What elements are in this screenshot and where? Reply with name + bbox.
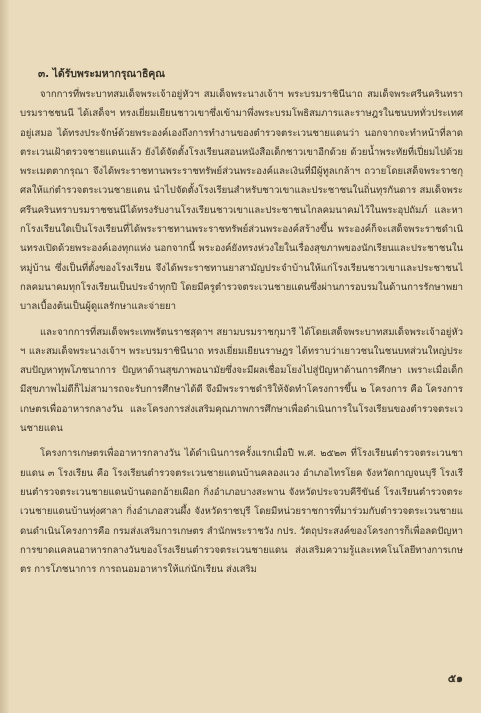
body-text	[20, 64, 463, 585]
page-edge-shadow	[0, 0, 10, 713]
paragraph-royal-patronage: จากการที่พระบาทสมเด็จพระเจ้าอยู่หัวฯ สมเด็จพระนางเจ้าฯ พระบรมราชินีนาถ สมเด็จพระศรีนครินทราบรมราชชนนี ได้เสด็จฯ ทรงเยี่ยมเยียนชาวเขาซึ่งเข้ามาพึ่งพระบรมโพธิสมภารและราษฎรในชนบททั่วประเทศอยู่เสมอ ได้ทรงประจักษ์ด้วยพระองค์เองถึงการทำงานของตำรวจตระเวนชายแดนว่า นอกจากจะทำหน้าที่ลาดตระเวนเฝ้าตรวจชายแดนแล้ว ยังได้จัดตั้งโรงเรียนสอนหนังสือเด็กชาวเขาอีกด้วย ด้วยน้ำพระทัยที่เปี่ยมไปด้วยพระเมตตากรุณา จึงได้พระราชทานพระราชทรัพย์ส่วนพระองค์และเงินที่มีผู้ทูลเกล้าฯ ถวายโดยเสด็จพระราชกุศลให้แก่ตำรวจตระเวนชายแดน นำไปจัดตั้งโรงเรียนสำหรับชาวเขาและประชาชนในถิ่นทุรกันดาร สมเด็จพระศรีนครินทราบรมราชชนนีได้ทรงรับงานโรงเรียนชาวเขาและประชาชนไกลคมนาคมไว้ในพระอุปถัมภ์ และหากโรงเรียนใดเป็นโรงเรียนที่ได้พระราชทานพระราชทรัพย์ส่วนพระองค์สร้างขึ้น พระองค์ก็จะเสด็จพระราชดำเนินทรงเปิดด้วยพระองค์เองทุกแห่ง นอกจากนี้ พระองค์ยังทรงห่วงใยในเรื่องสุขภาพของนักเรียนและประชาชนในหมู่บ้าน ซึ่งเป็นที่ตั้งของโรงเรียน จึงได้พระราชทานยาสามัญประจำบ้านให้แก่โรงเรียนชาวเขาและประชาชนไกลคมนาคมทุกโรงเรียนเป็นประจำทุกปี โดยมีครูตำรวจตระเวนชายแดนซึ่งผ่านการอบรมในด้านการรักษาพยาบาลเบื้องต้นเป็นผู้ดูแลรักษาและจ่ายยา	[20, 89, 463, 313]
paragraph-princess-projects: และจากการที่สมเด็จพระเทพรัตนราชสุดาฯ สยามบรมราชกุมารี ได้โดยเสด็จพระบาทสมเด็จพระเจ้าอยู่หัวฯ และสมเด็จพระนางเจ้าฯ พระบรมราชินีนาถ ทรงเยี่ยมเยียนราษฎร ได้ทราบว่าเยาวชนในชนบทส่วนใหญ่ประสบปัญหาทุพโภชนาการ ปัญหาด้านสุขภาพอนามัยซึ่งจะมีผลเชื่อมโยงไปสู่ปัญหาด้านการศึกษา เพราะเมื่อเด็กมีสุขภาพไม่ดีก็ไม่สามารถจะรับการศึกษาได้ดี จึงมีพระราชดำริให้จัดทำโครงการขึ้น ๒ โครงการ คือ โครงการเกษตรเพื่ออาหารกลางวัน และโครงการส่งเสริมคุณภาพการศึกษาเพื่อดำเนินการในโรงเรียนของตำรวจตระเวนชายแดน	[20, 326, 463, 435]
page-number: ๕๑	[447, 672, 463, 685]
paragraph-lunch-project: โครงการเกษตรเพื่ออาหารกลางวัน ได้ดำเนินการครั้งแรกเมื่อปี พ.ศ. ๒๕๒๓ ที่โรงเรียนตำรวจตระเวนชายแดน ๓ โรงเรียน คือ โรงเรียนตำรวจตระเวนชายแดนบ้านคลองแวง อำเภอไทรโยค จังหวัดกาญจนบุรี โรงเรียนตำรวจตระเวนชายแดนบ้านดอกอ้ายเผือก กิ่งอำเภอบางสะพาน จังหวัดประจวบคีรีขันธ์ โรงเรียนตำรวจตระเวนชายแดนบ้านทุ่งศาลา กิ่งอำเภอสวนผึ้ง จังหวัดราชบุรี โดยมีหน่วยราชการที่มาร่วมกับตำรวจตระเวนชายแดนดำเนินโครงการคือ กรมส่งเสริมการเกษตร สำนักพระราชวัง กปร. วัตถุประสงค์ของโครงการก็เพื่อลดปัญหาการขาดแคลนอาหารกลางวันของโรงเรียนตำรวจตระเวนชายแดน ส่งเสริมความรู้และเทคโนโลยีทางการเกษตร การโภชนาการ การถนอมอาหารให้แก่นักเรียน ส่งเสริม	[20, 448, 463, 576]
section-heading: ๓. ได้รับพระมหากรุณาธิคุณ	[38, 68, 165, 80]
